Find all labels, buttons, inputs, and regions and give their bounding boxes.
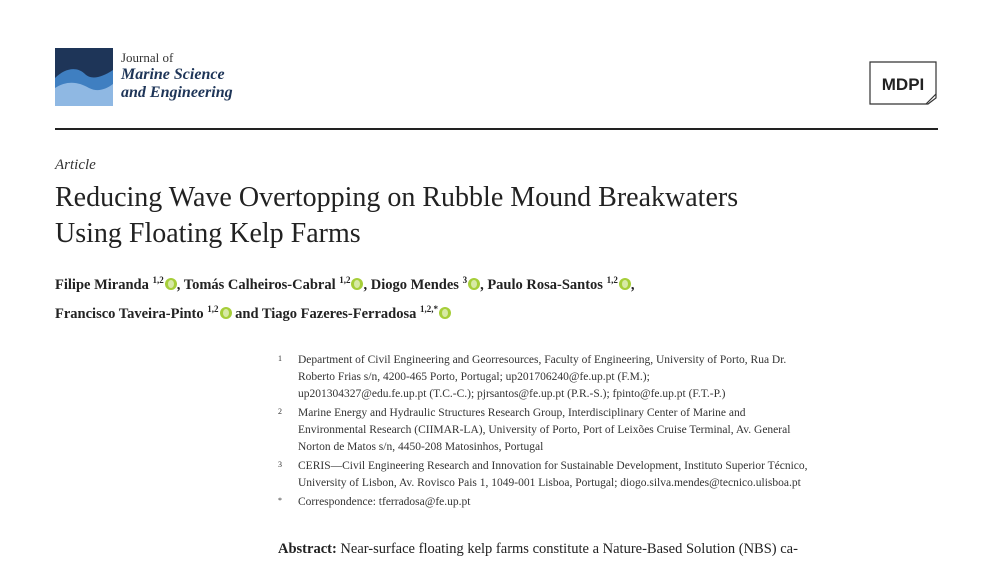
- abstract-label: Abstract:: [278, 541, 337, 557]
- orcid-icon[interactable]: [619, 278, 631, 290]
- orcid-icon[interactable]: [439, 307, 451, 319]
- orcid-icon[interactable]: [165, 278, 177, 290]
- journal-name-line2: and Engineering: [121, 84, 233, 101]
- header-divider: [55, 128, 938, 130]
- article-title-line2: Using Floating Kelp Farms: [55, 218, 361, 249]
- publisher-logo: [866, 58, 940, 106]
- author-line-2: [55, 297, 955, 326]
- author: and Tiago Fazeres-Ferradosa $^{1,2,*}$: [235, 306, 451, 322]
- abstract: [278, 541, 958, 558]
- article-title-line1: Reducing Wave Overtopping on Rubble Mound Breakwaters: [55, 182, 739, 213]
- journal-of-label: Journal of: [121, 50, 174, 65]
- author: Tomás Calheiros-Cabral $^{1,2}$: [184, 277, 364, 293]
- correspondence: * Correspondence: tferradosa@fe.up.pt: [278, 496, 471, 508]
- journal-name: [121, 66, 321, 102]
- affiliation: 1 Department of Civil Engineering and Georresources, Faculty of Engineering, University of Porto, Rua Dr. Roberto Frias s/n, 4200-465 Porto, Portugal; up201706240@fe.up.pt (F.M.); up201304327@edu.fe.up.pt (T.C.-C.); pjrsantos@fe.up.pt (P.R.-S.); fpinto@fe.up.pt (F.T.-P.): [278, 354, 787, 400]
- journal-name-line1: Marine Science: [121, 66, 225, 83]
- abstract-text: Near-surface floating kelp farms constitute a Nature-Based Solution (NBS) ca-: [340, 541, 798, 557]
- author-line-1: Filipe Miranda $^{1,2}$ , Tomás Calheiros-Cabral $^{1,2}$ , Diogo Mendes $^3$ , Paulo Rosa-Santos $^{1,2}$ ,: [55, 275, 635, 293]
- orcid-icon[interactable]: [468, 278, 480, 290]
- publisher-name: MDPI: [881, 75, 925, 94]
- author: Francisco Taveira-Pinto $^{1,2}$: [55, 306, 232, 322]
- article-type: Article: [55, 157, 96, 173]
- orcid-icon[interactable]: [351, 278, 363, 290]
- author: Filipe Miranda $^{1,2}$: [55, 277, 177, 293]
- journal-wave-icon: [55, 48, 113, 106]
- author: Diogo Mendes $^3$: [371, 277, 480, 293]
- journal-logo: [55, 48, 255, 108]
- affiliation-list: [278, 352, 958, 513]
- orcid-icon[interactable]: [220, 307, 232, 319]
- author: Paulo Rosa-Santos $^{1,2}$: [487, 277, 631, 293]
- article-title: [55, 180, 955, 252]
- affiliation: 3 CERIS—Civil Engineering Research and Innovation for Sustainable Development, Instituto Superior Técnico, University of Lisbon, Av. Rovisco Pais 1, 1049-001 Lisboa, Portugal; diogo.silva.mendes@tecnico.ulisboa.pt: [278, 460, 808, 489]
- author-list: [55, 268, 955, 326]
- affiliation: 2 Marine Energy and Hydraulic Structures Research Group, Interdisciplinary Center of Marine and Environmental Research (CIIMAR-LA), University of Porto, Port of Leixões Cruise Terminal, Av. General Norton de Matos s/n, 4450-208 Matosinhos, Portugal: [278, 407, 791, 453]
- mdpi-badge-icon: [866, 58, 940, 106]
